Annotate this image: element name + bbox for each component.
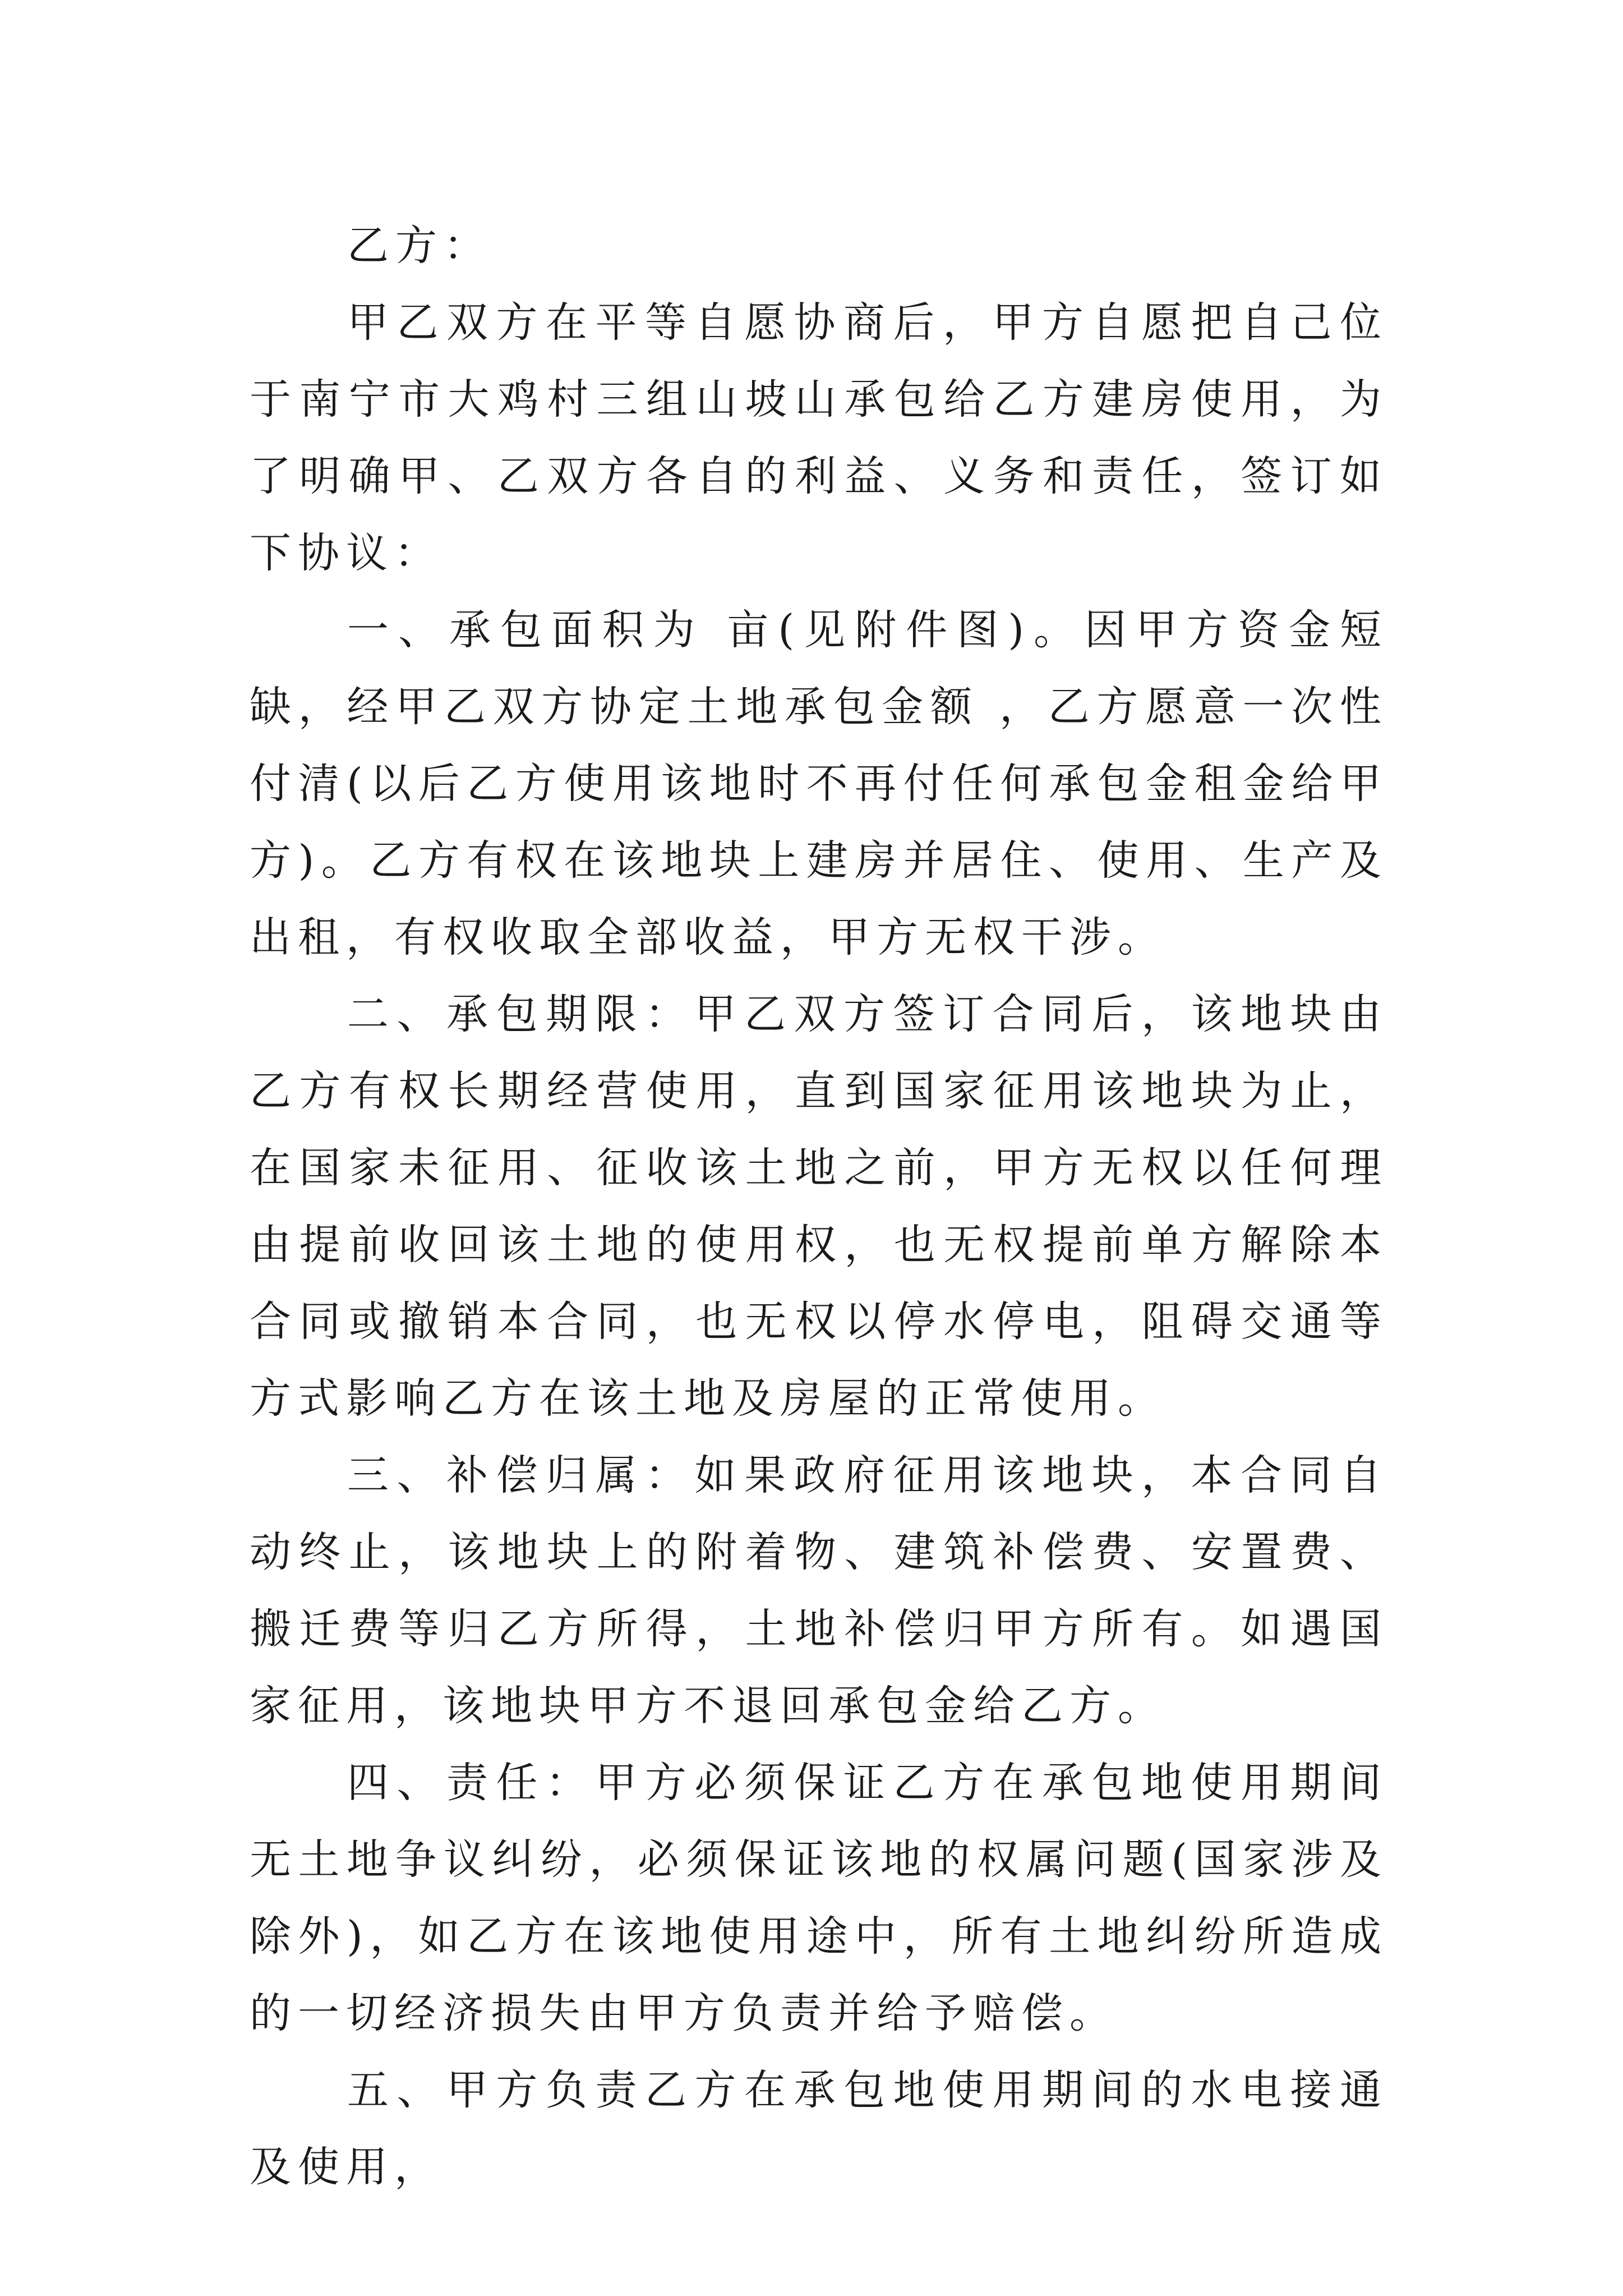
document-body [250,208,1388,2206]
clause-4-responsibility: 四、责任：甲方必须保证乙方在承包地使用期间无土地争议纠纷，必须保证该地的权属问题(国家涉及除外)，如乙方在该地使用途中，所有土地纠纷所造成的一切经济损失由甲方负责并给予赔偿。 [250,1759,1388,2037]
party-b-label: 乙方： [347,222,492,270]
clause-3-compensation: 三、补偿归属：如果政府征用该地块，本合同自动终止，该地块上的附着物、建筑补偿费、安置费、搬迁费等归乙方所得，土地补偿归甲方所有。如遇国家征用，该地块甲方不退回承包金给乙方。 [250,1451,1388,1730]
clause-1-area-and-payment: 一、承包面积为 亩(见附件图)。因甲方资金短缺，经甲乙双方协定土地承包金额 ，乙方愿意一次性付清(以后乙方使用该地时不再付任何承包金租金给甲方)。乙方有权在该地块上建房并居住、使用、生产及出租，有权收取全部收益，甲方无权干涉。 [250,606,1388,961]
clause-5-utilities: 五、甲方负责乙方在承包地使用期间的水电接通及使用， [250,2066,1388,2191]
clause-2-contract-term: 二、承包期限：甲乙双方签订合同后，该地块由乙方有权长期经营使用，直到国家征用该地块为止，在国家未征用、征收该土地之前，甲方无权以任何理由提前收回该土地的使用权，也无权提前单方解除本合同或撤销本合同，也无权以停水停电，阻碍交通等方式影响乙方在该土地及房屋的正常使用。 [250,990,1388,1423]
preamble-paragraph: 甲乙双方在平等自愿协商后，甲方自愿把自己位于南宁市大鸡村三组山坡山承包给乙方建房使用，为了明确甲、乙双方各自的利益、义务和责任，签订如下协议： [250,298,1388,577]
